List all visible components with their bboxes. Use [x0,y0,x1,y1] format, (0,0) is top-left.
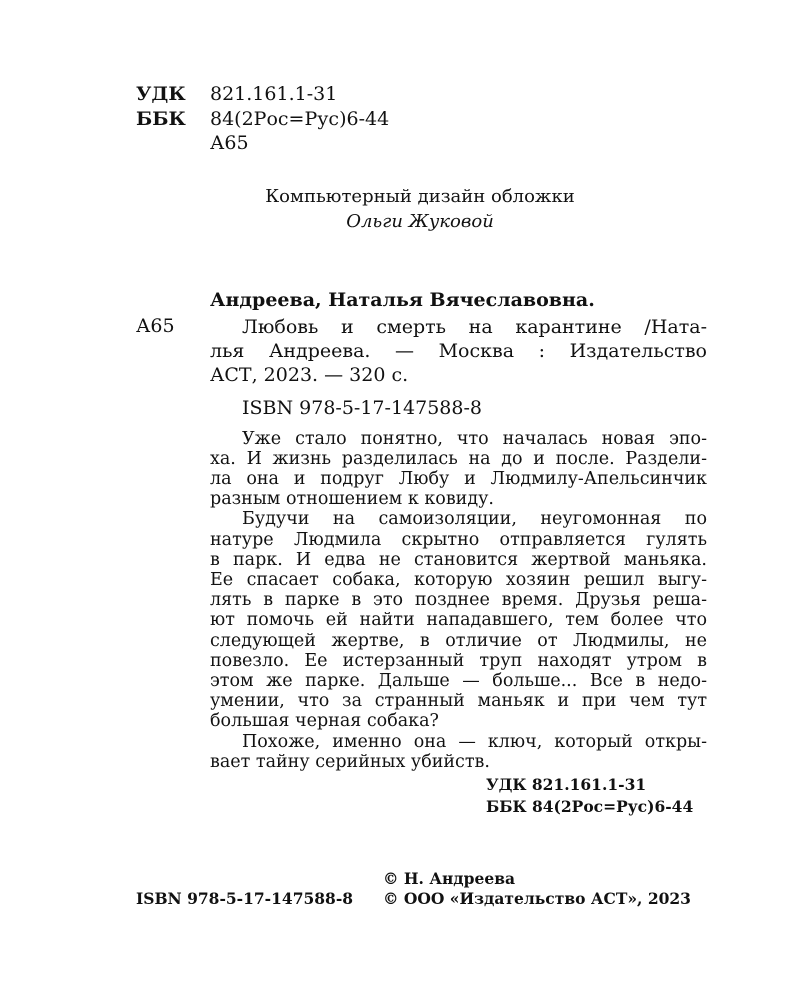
record-line-2: лья Андреева. — Москва : Издательство [210,340,707,362]
udk-label: УДК [136,83,186,105]
copyright-author: © Н. Андреева [383,869,516,888]
annotation-line: ла она и подруг Любу и Людмилу-Апельсинчик [210,469,707,489]
annotation-line: умении, что за странный маньяк и при чем тут [210,691,707,711]
annotation-line: натуре Людмила скрытно отправляется гулять [210,530,707,550]
isbn: ISBN 978-5-17-147588-8 [242,397,482,419]
annotation-line: большая черная собака? [210,711,439,731]
udk-value: 821.161.1-31 [210,83,338,105]
annotation-line: повезло. Ее истерзанный труп находят утром в [210,651,707,671]
annotation-line: разным отношением к ковиду. [210,489,494,509]
udk-repeat: УДК 821.161.1-31 [486,775,647,794]
record-line-1: Любовь и смерть на карантине /Ната- [242,316,707,338]
bbk-label: ББК [136,108,186,130]
annotation-line: вает тайну серийных убийств. [210,752,490,772]
cover-design-label: Компьютерный дизайн обложки [265,186,575,207]
record-line-3: АСТ, 2023. — 320 с. [210,364,409,386]
annotation-line: Будучи на самоизоляции, неугомонная по [242,509,707,529]
author-mark-top-text: А65 [210,132,249,154]
annotation-line: Уже стало понятно, что началась новая эпо- [242,429,707,449]
author-mark: А65 [136,315,175,337]
annotation-line: лять в парке в это позднее время. Друзья реша- [210,590,707,610]
cover-designer-name: Ольги Жуковой [346,211,494,232]
annotation-line: ха. И жизнь разделилась на до и после. Раздели- [210,449,707,469]
bbk-repeat: ББК 84(2Рос=Рус)6-44 [486,797,694,816]
footer-isbn: ISBN 978-5-17-147588-8 [136,889,354,908]
annotation-line: этом же парке. Дальше — больше... Все в недо- [210,671,707,691]
author-mark-top [210,132,249,154]
annotation-line: ют помочь ей найти нападавшего, тем более что [210,610,707,630]
annotation-line: Ее спасает собака, которую хозяин решил выгу- [210,570,707,590]
author-heading: Андреева, Наталья Вячеславовна. [210,289,595,311]
copyright-publisher: © ООО «Издательство АСТ», 2023 [383,889,691,908]
bbk-value: 84(2Рос=Рус)6-44 [210,108,390,130]
annotation-line: Похоже, именно она — ключ, который откры- [242,732,707,752]
annotation-line: в парк. И едва не становится жертвой маньяка. [210,550,707,570]
annotation-line: следующей жертве, в отличие от Людмилы, не [210,631,707,651]
